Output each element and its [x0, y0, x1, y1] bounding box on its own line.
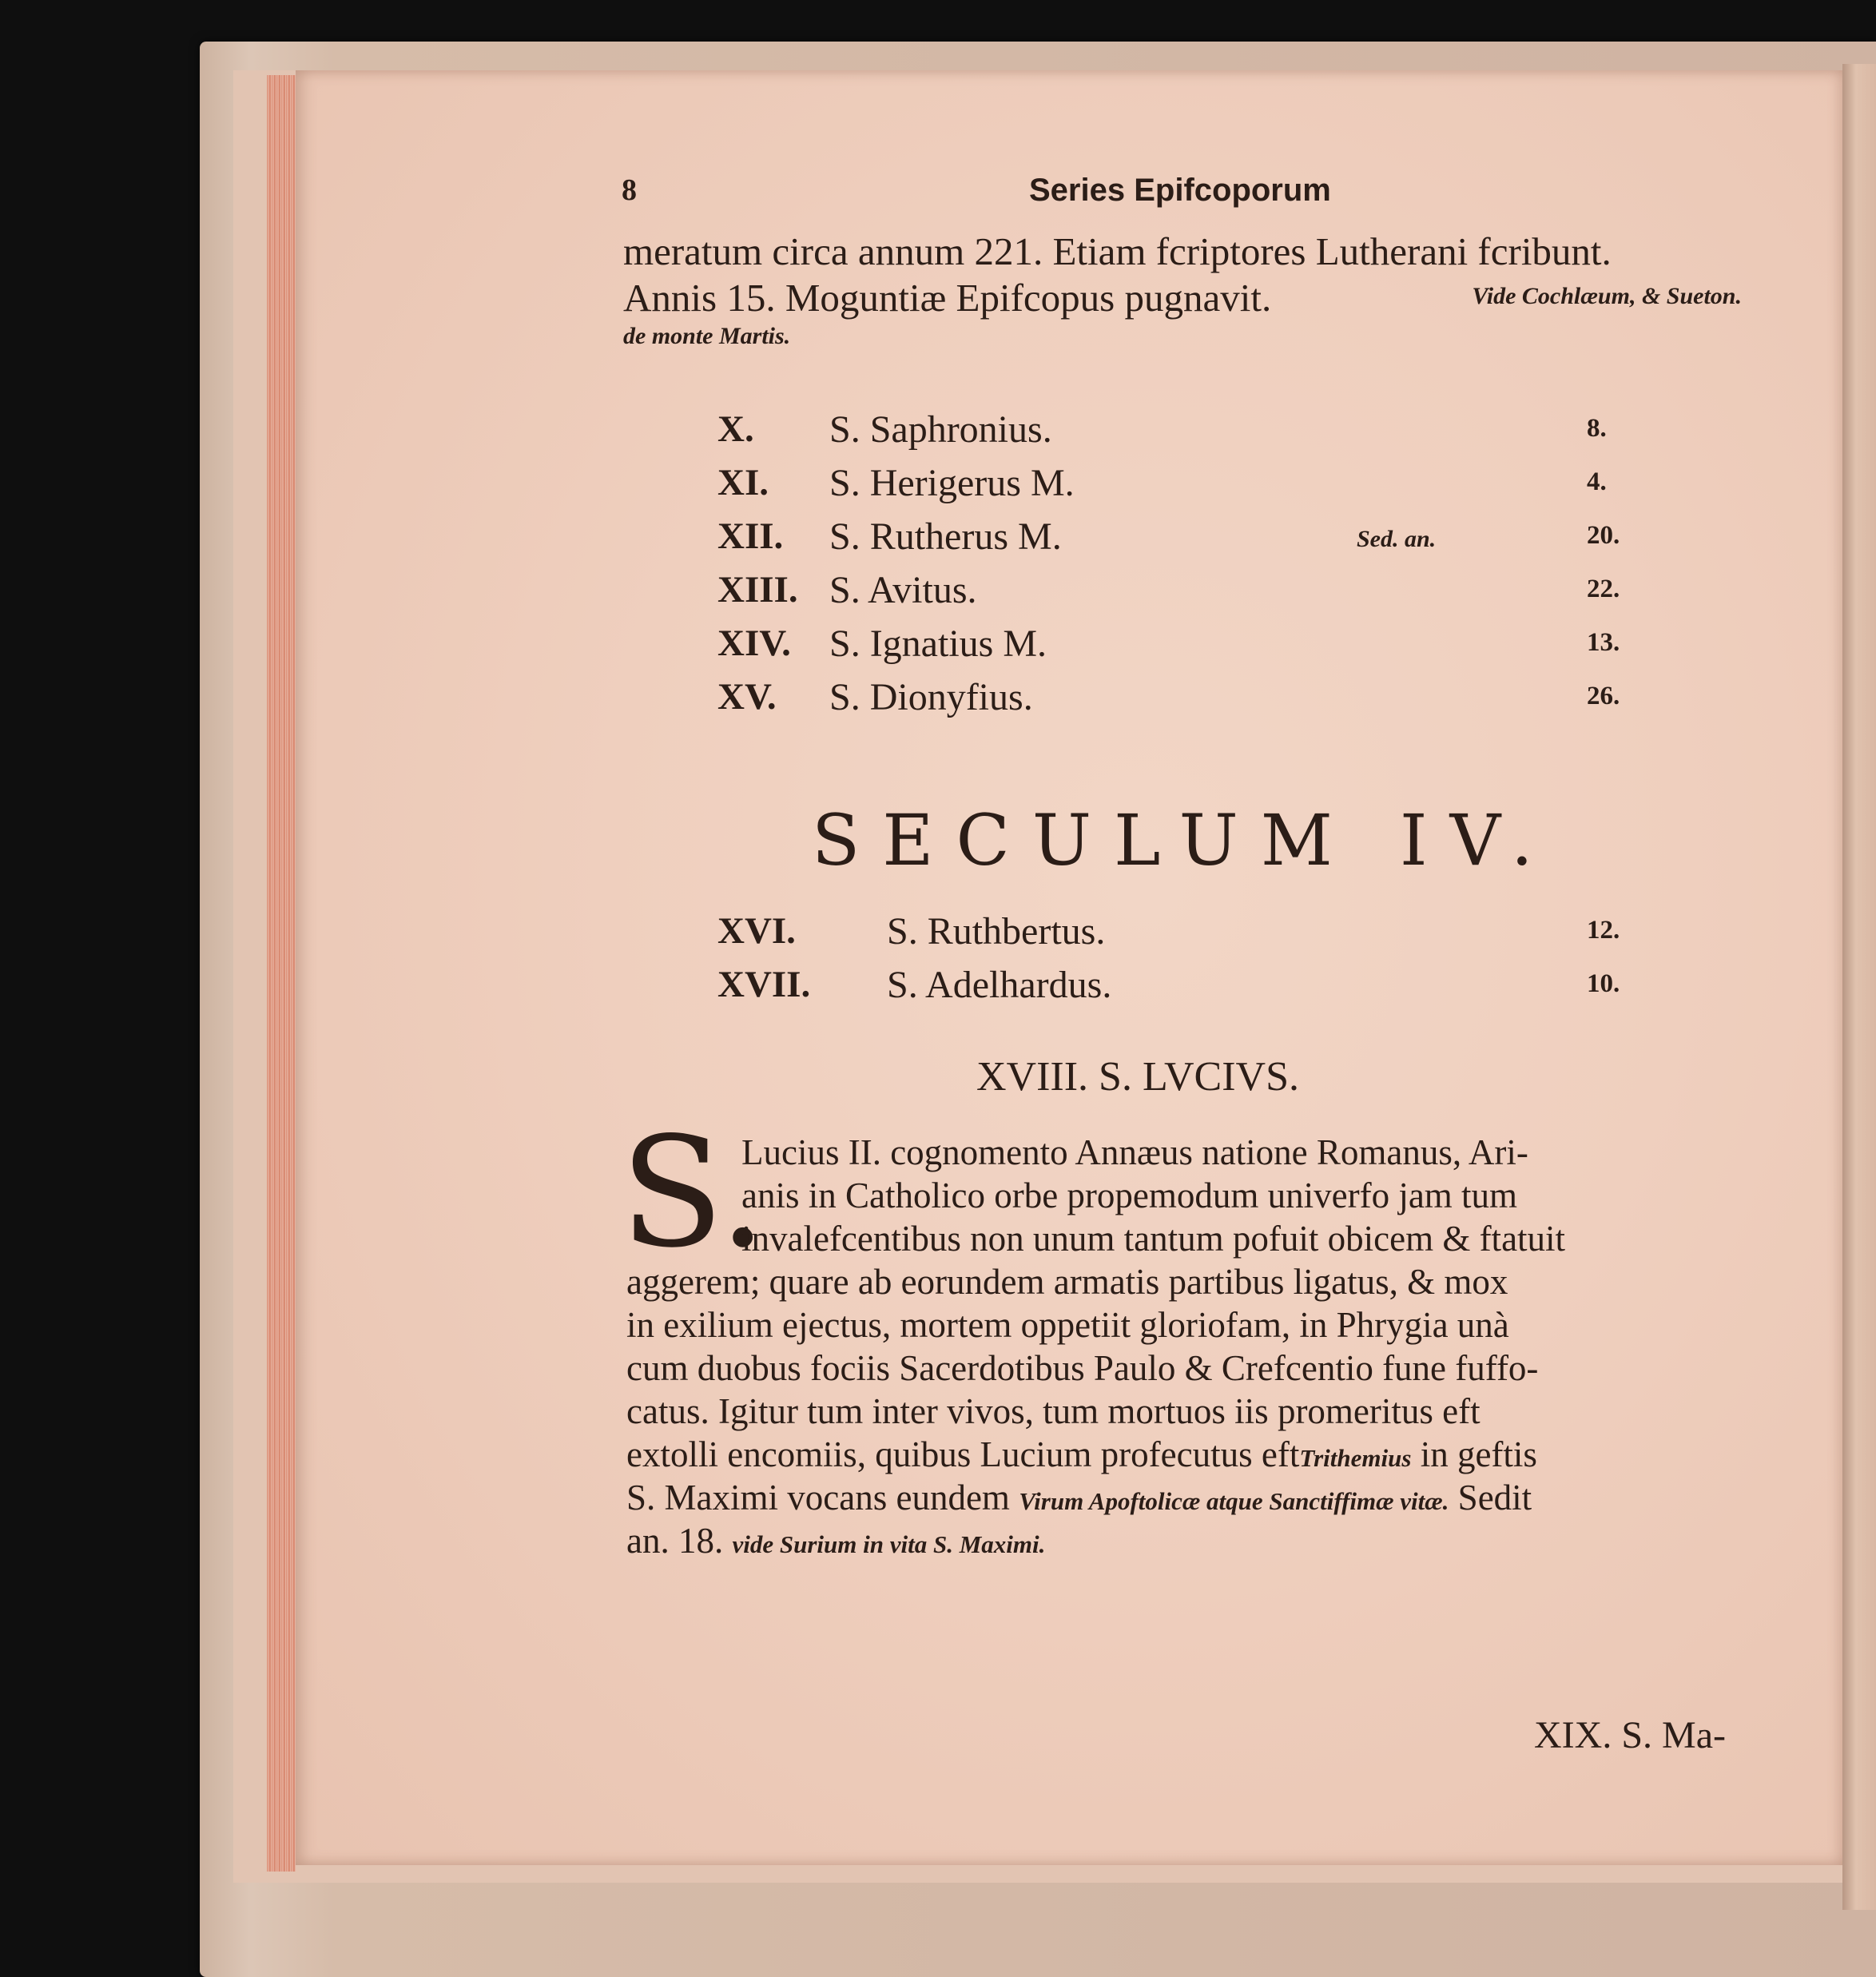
bishop-row [717, 461, 1660, 515]
paragraph-line: in exilium ejectus, mortem oppetiit gloriofam, in Phrygia unà [626, 1305, 1509, 1345]
bishop-number: XI. [717, 462, 769, 503]
bishop-years: 10. [1587, 969, 1620, 998]
running-head [622, 173, 1764, 213]
bishop-number: XIII. [717, 569, 798, 611]
bishop-row [717, 622, 1660, 675]
paragraph-line-8-italic: Trithemius [1299, 1444, 1412, 1472]
bishop-number: X. [717, 408, 754, 450]
paragraph-line-8 [626, 1434, 1537, 1475]
bishop-marker: Sed. an. [1357, 526, 1437, 552]
red-page-edge [267, 75, 296, 1872]
intro-line-1-text: meratum circa annum 221. Etiam fcriptores Lutherani fcribunt. [623, 229, 1612, 273]
bishop-years: 26. [1587, 682, 1620, 710]
bishop-years: 12. [1587, 916, 1620, 945]
paragraph-line-10-italic: vide Surium in vita S. Maximi. [732, 1530, 1046, 1558]
drop-cap: S. [620, 1104, 767, 1281]
paragraph-line-10 [626, 1520, 1045, 1561]
paragraph-line-9-end: Sedit [1457, 1478, 1532, 1518]
paragraph-line-9-italic: Virum Apoftolicæ atque Sanctiffimæ vitæ. [1019, 1487, 1449, 1515]
bishop-name: S. Ruthbertus. [887, 910, 1106, 953]
bishop-years: 22. [1587, 575, 1620, 603]
paragraph-line: invalefcentibus non unum tantum pofuit obicem & ftatuit [741, 1219, 1566, 1259]
catchword: XIX. S. Ma- [1534, 1714, 1726, 1756]
bishop-name: S. Herigerus M. [829, 462, 1075, 504]
paragraph-line: aggerem; quare ab eorundem armatis partibus ligatus, & mox [626, 1262, 1508, 1302]
bishop-row [717, 909, 1660, 963]
bishop-name: S. Ignatius M. [829, 623, 1047, 665]
bishop-row [717, 408, 1660, 461]
bishop-years: 20. [1587, 521, 1620, 550]
paragraph-line-9 [626, 1477, 1532, 1518]
paragraph-line: Lucius II. cognomento Annæus natione Romanus, Ari- [741, 1132, 1528, 1172]
century-heading: SECULUM IV. [812, 799, 1556, 881]
bishop-name: S. Saphronius. [829, 408, 1052, 451]
intro-line-1 [623, 229, 1742, 274]
bishop-years: 4. [1587, 467, 1607, 496]
bishop-row [717, 515, 1660, 568]
bishop-row [717, 963, 1660, 1016]
facing-page-edge [1842, 64, 1876, 1910]
intro-line-2-note: Vide Cochlæum, & Sueton. [1472, 283, 1742, 309]
bishop-row [717, 568, 1660, 622]
bishop-name: S. Adelhardus. [887, 964, 1112, 1006]
bishop-number: XVII. [717, 964, 811, 1005]
bishop-years: 13. [1587, 628, 1620, 657]
bishop-list-a [717, 408, 1660, 729]
bishop-name: S. Rutherus M. [829, 515, 1062, 558]
bishop-years: 8. [1587, 414, 1607, 443]
bishop-number: XVI. [717, 910, 796, 952]
bishop-name: S. Dionyfius. [829, 676, 1033, 718]
bishop-number: XII. [717, 515, 784, 557]
paragraph-line: anis in Catholico orbe propemodum univerfo jam tum [741, 1175, 1518, 1215]
paragraph-line-8-text: extolli encomiis, quibus Lucium profecutus eft [626, 1434, 1300, 1474]
bishop-number: XIV. [717, 623, 791, 664]
section-heading: XVIII. S. LVCIVS. [976, 1054, 1299, 1100]
page-number: 8 [622, 173, 637, 207]
running-title: Series Epifcoporum [1029, 173, 1331, 208]
bishop-row [717, 675, 1660, 729]
intro-line-2 [623, 275, 1742, 320]
bishop-list-b [717, 909, 1660, 1016]
paragraph-line-8-end: in geftis [1420, 1434, 1537, 1474]
paragraph-line-9-text: S. Maximi vocans eundem [626, 1478, 1010, 1518]
bishop-number: XV. [717, 676, 777, 718]
paragraph-line: cum duobus fociis Sacerdotibus Paulo & Crefcentio fune fuffo- [626, 1348, 1539, 1388]
intro-line-2-text: Annis 15. Moguntiæ Epifcopus pugnavit. [623, 276, 1272, 320]
bishop-name: S. Avitus. [829, 569, 977, 611]
intro-line-3: de monte Martis. [623, 323, 791, 349]
paragraph-line: catus. Igitur tum inter vivos, tum mortuos iis promeritus eft [626, 1391, 1481, 1431]
paragraph-line-10-text: an. 18. [626, 1521, 724, 1561]
